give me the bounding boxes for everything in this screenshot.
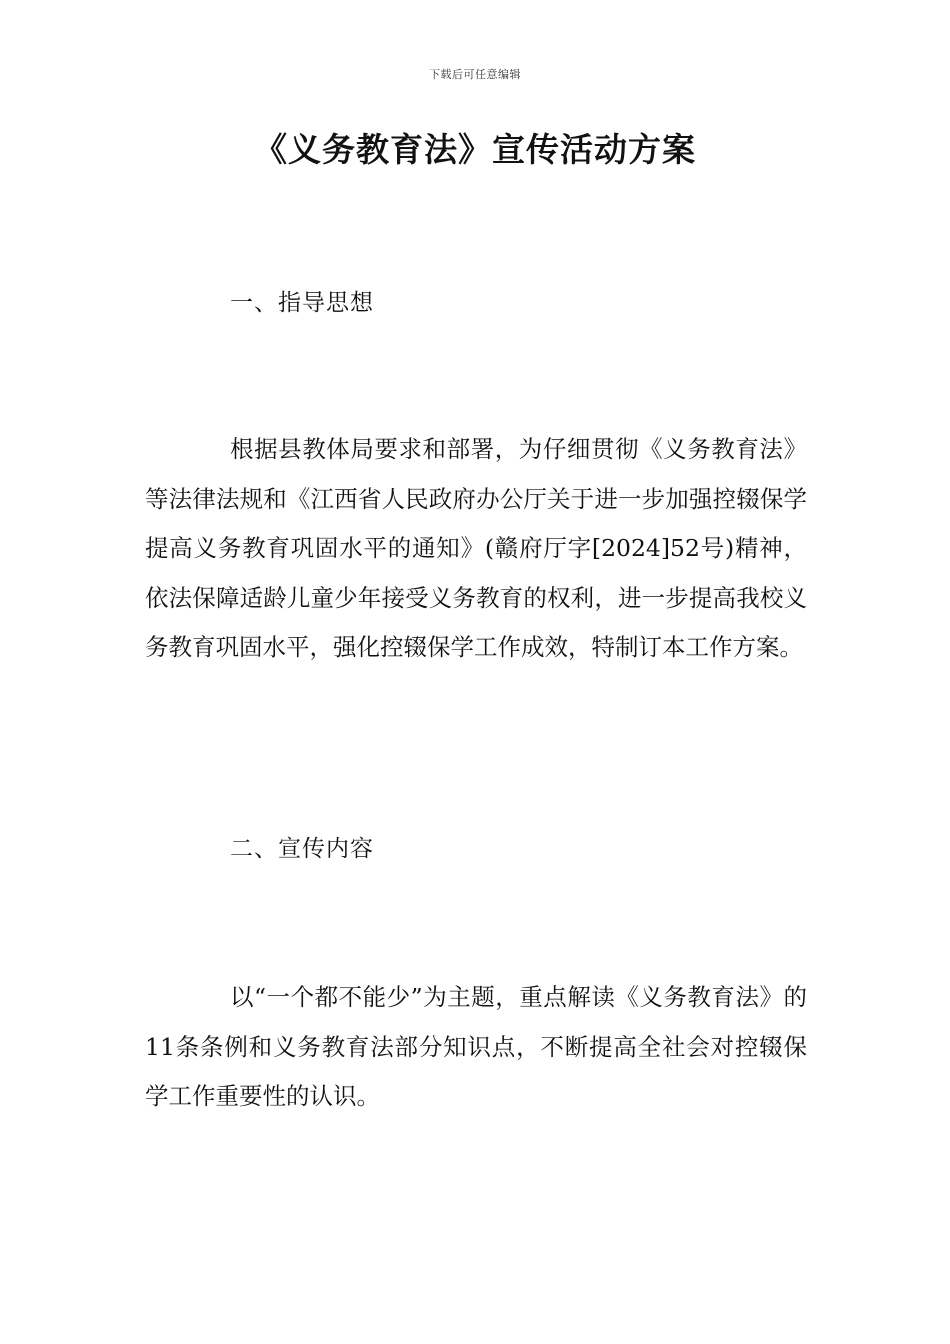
section-heading-publicity-content: 二、宣传内容: [230, 836, 374, 862]
section-heading-guiding-ideology: 一、指导思想: [230, 290, 374, 316]
paragraph-guiding-ideology: 根据县教体局要求和部署，为仔细贯彻《义务教育法》等法律法规和《江西省人民政府办公厅关于进一步加强控辍保学提高义务教育巩固水平的通知》(赣府厅字[2024]52号)精神，依法保障适龄儿童少年接受义务教育的权利，进一步提高我校义务教育巩固水平，强化控辍保学工作成效，特制订本工作方案。: [145, 435, 807, 662]
document-title: 《义务教育法》宣传活动方案: [254, 130, 696, 169]
paragraph-publicity-content: 以“一个都不能少”为主题，重点解读《义务教育法》的11条条例和义务教育法部分知识点，不断提高全社会对控辍保学工作重要性的认识。: [145, 983, 807, 1111]
header-note: 下载后可任意编辑: [429, 68, 521, 81]
